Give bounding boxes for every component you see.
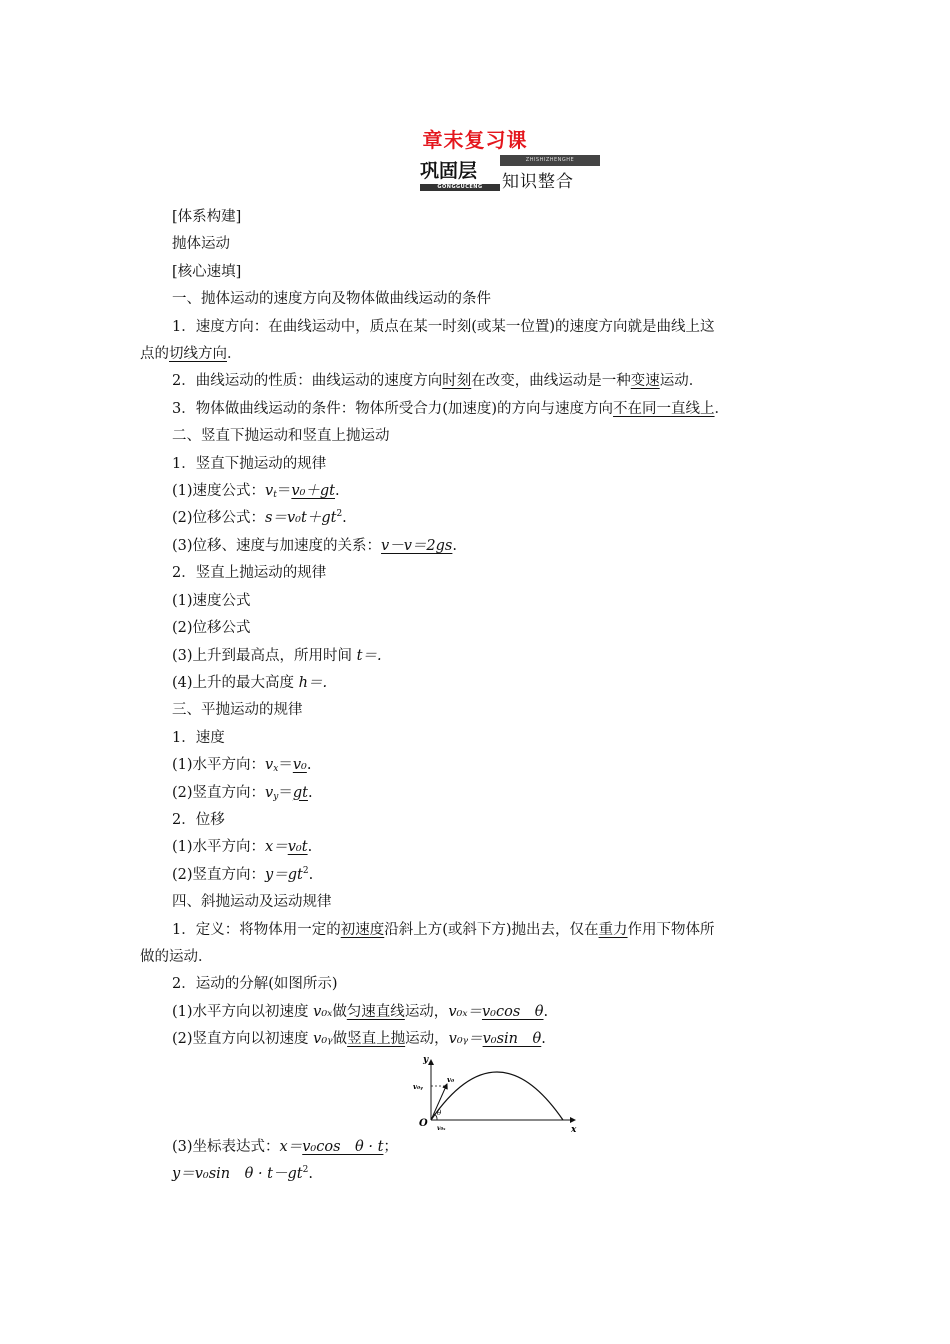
t: (1)速度公式： — [172, 483, 266, 500]
t: t＝. — [356, 647, 382, 664]
t: (3)上升到最高点，所用时间 — [172, 647, 357, 664]
document-body — [140, 204, 820, 1188]
t: v — [265, 757, 274, 774]
t: 2 — [336, 509, 343, 520]
t: y＝v₀sin θ · t－gt — [172, 1166, 303, 1182]
para-4-2-4 — [140, 1161, 820, 1188]
t: h＝. — [298, 674, 328, 691]
para-2-1-2 — [140, 505, 820, 532]
t: 运动， — [405, 1031, 449, 1048]
t: (2)位移公式： — [172, 510, 266, 527]
t: . — [452, 537, 457, 554]
answer-blank: 时刻 — [442, 373, 472, 390]
para-2-1: 1．竖直下抛运动的规律 — [172, 455, 327, 472]
answer-blank: 重力 — [598, 921, 628, 938]
answer-blank: v－v＝2gs — [381, 537, 453, 554]
t: 做 — [332, 1003, 347, 1020]
para-1-1b — [140, 341, 820, 368]
t: 1．定义：将物体用一定的 — [172, 921, 341, 938]
heading-hexin: [核心速填] — [172, 263, 242, 280]
v0-label: v₀ — [447, 1074, 455, 1084]
t: 沿斜上方(或斜下方)抛出去，仅在 — [384, 921, 599, 938]
answer-blank: v₀ — [292, 757, 307, 774]
projectile-diagram — [413, 1054, 583, 1134]
t: v — [265, 483, 274, 500]
answer-blank: 切线方向 — [169, 346, 227, 363]
answer-blank: v₀t — [287, 839, 308, 856]
para-4-1 — [140, 917, 820, 944]
t: . — [306, 757, 312, 774]
t: t — [273, 490, 277, 501]
t: (2)竖直方向： — [172, 866, 266, 883]
origin-label: O — [419, 1117, 428, 1129]
t: 点的 — [140, 346, 169, 363]
t: (1)水平方向： — [172, 757, 266, 774]
para-3-2-1 — [140, 834, 820, 861]
t: ＝ — [278, 757, 293, 774]
t: . — [307, 784, 313, 801]
t: ． — [714, 400, 730, 417]
t: . — [342, 510, 347, 527]
t: v₀ᵧ — [313, 1031, 333, 1048]
y-label: y — [423, 1054, 429, 1065]
t: v₀ᵧ＝ — [448, 1031, 483, 1048]
para-2-2: 2．竖直上抛运动的规律 — [172, 565, 327, 582]
page-title: 章末复习课 — [422, 128, 528, 152]
heading-tixi: [体系构建] — [172, 209, 242, 225]
para-2-2-2: (2)位移公式 — [172, 620, 251, 637]
t: . — [335, 483, 340, 500]
t: x＝ — [265, 839, 288, 856]
t: . — [308, 1166, 313, 1182]
heading-1: 一、抛体运动的速度方向及物体做曲线运动的条件 — [172, 291, 491, 308]
t: ＝ — [278, 784, 293, 801]
t: (1)水平方向： — [172, 839, 266, 856]
t: (2)竖直方向以初速度 — [172, 1031, 314, 1048]
t: x＝ — [279, 1138, 303, 1155]
para-4-1b: 做的运动． — [140, 948, 213, 965]
para-1-2 — [140, 368, 820, 395]
para-4-2-1 — [140, 999, 820, 1026]
para-2-2-4 — [140, 670, 820, 697]
t: v₀ₓ — [313, 1003, 333, 1020]
banner-right-pinyin: ZHISHIZHENGHE — [500, 155, 600, 166]
t: (1)水平方向以初速度 — [172, 1003, 314, 1020]
t: ； — [383, 1138, 398, 1155]
t: ＝ — [276, 483, 292, 500]
answer-blank: 初速度 — [340, 921, 385, 938]
t: y — [273, 791, 279, 802]
t: . — [541, 1031, 546, 1048]
answer-blank: gt — [292, 784, 308, 801]
x-label: x — [571, 1124, 577, 1134]
t: . — [307, 839, 313, 856]
para-2-2-3 — [140, 643, 820, 670]
t: s＝v₀t＋gt — [265, 510, 337, 527]
v0x-label: v₀ₓ — [437, 1124, 446, 1132]
t: 2 — [302, 865, 309, 876]
para-3-1-2 — [140, 780, 820, 807]
heading-3: 三、平抛运动的规律 — [172, 702, 303, 719]
para-4-2-3 — [140, 1134, 820, 1161]
t: v — [265, 784, 274, 801]
t: 在改变，曲线运动是一种 — [471, 373, 631, 390]
para-2-1-3 — [140, 533, 820, 560]
text-paoti: 抛体运动 — [172, 236, 230, 253]
answer-blank: 竖直上抛 — [347, 1031, 406, 1048]
banner-left-pinyin: GONGGUCENG — [420, 184, 500, 191]
banner-left-text: 巩固层 — [420, 160, 478, 182]
banner-left — [418, 155, 498, 191]
para-3-2: 2．位移 — [172, 811, 225, 828]
para-3-2-2 — [140, 862, 820, 889]
t: 3．物体做曲线运动的条件：物体所受合力(加速度)的方向与速度方向 — [172, 400, 614, 417]
banner-right-text: 知识整合 — [502, 172, 574, 192]
t: (2)竖直方向： — [172, 784, 266, 801]
para-1-3 — [140, 396, 820, 423]
projectile-figure — [140, 1054, 820, 1134]
para-3-1: 1．速度 — [172, 729, 225, 746]
t: ． — [227, 346, 242, 363]
t: v₀ₓ＝ — [448, 1003, 482, 1020]
para-2-2-1: (1)速度公式 — [172, 592, 251, 609]
para-4-2-2 — [140, 1026, 820, 1053]
section-banner — [418, 155, 600, 191]
para-2-1-1 — [140, 478, 820, 505]
t: (3)位移、速度与加速度的关系： — [172, 537, 382, 554]
answer-blank: 变速 — [630, 373, 660, 390]
t: y＝gt — [265, 866, 303, 883]
answer-blank: v₀cos θ — [481, 1003, 544, 1020]
heading-4: 四、斜抛运动及运动规律 — [172, 894, 332, 911]
t: x — [273, 764, 279, 775]
t: 作用下物体所 — [627, 921, 715, 938]
answer-blank: v₀＋gt — [291, 483, 335, 500]
t: . — [308, 866, 314, 883]
t: 做 — [332, 1031, 348, 1048]
theta-label: θ — [437, 1108, 442, 1117]
t: 2．曲线运动的性质：曲线运动的速度方向 — [172, 373, 443, 390]
t: . — [543, 1003, 549, 1020]
para-3-1-1 — [140, 752, 820, 779]
answer-blank: v₀cos θ · t — [302, 1138, 384, 1155]
answer-blank: v₀sin θ — [482, 1031, 542, 1048]
t: 运动， — [404, 1003, 449, 1020]
answer-blank: 匀速直线 — [346, 1003, 405, 1020]
para-4-2: 2．运动的分解(如图所示) — [172, 976, 338, 993]
heading-2: 二、竖直下抛运动和竖直上抛运动 — [172, 428, 390, 445]
t: 2 — [302, 1165, 309, 1175]
v0y-label: v₀ᵧ — [413, 1081, 424, 1091]
answer-blank: 不在同一直线上 — [613, 400, 715, 417]
t: 运动． — [659, 373, 704, 390]
para-1-1a: 1．速度方向：在曲线运动中，质点在某一时刻(或某一位置)的速度方向就是曲线上这 — [172, 318, 715, 335]
t: (3)坐标表达式： — [172, 1138, 280, 1155]
t: (4)上升的最大高度 — [172, 674, 299, 691]
